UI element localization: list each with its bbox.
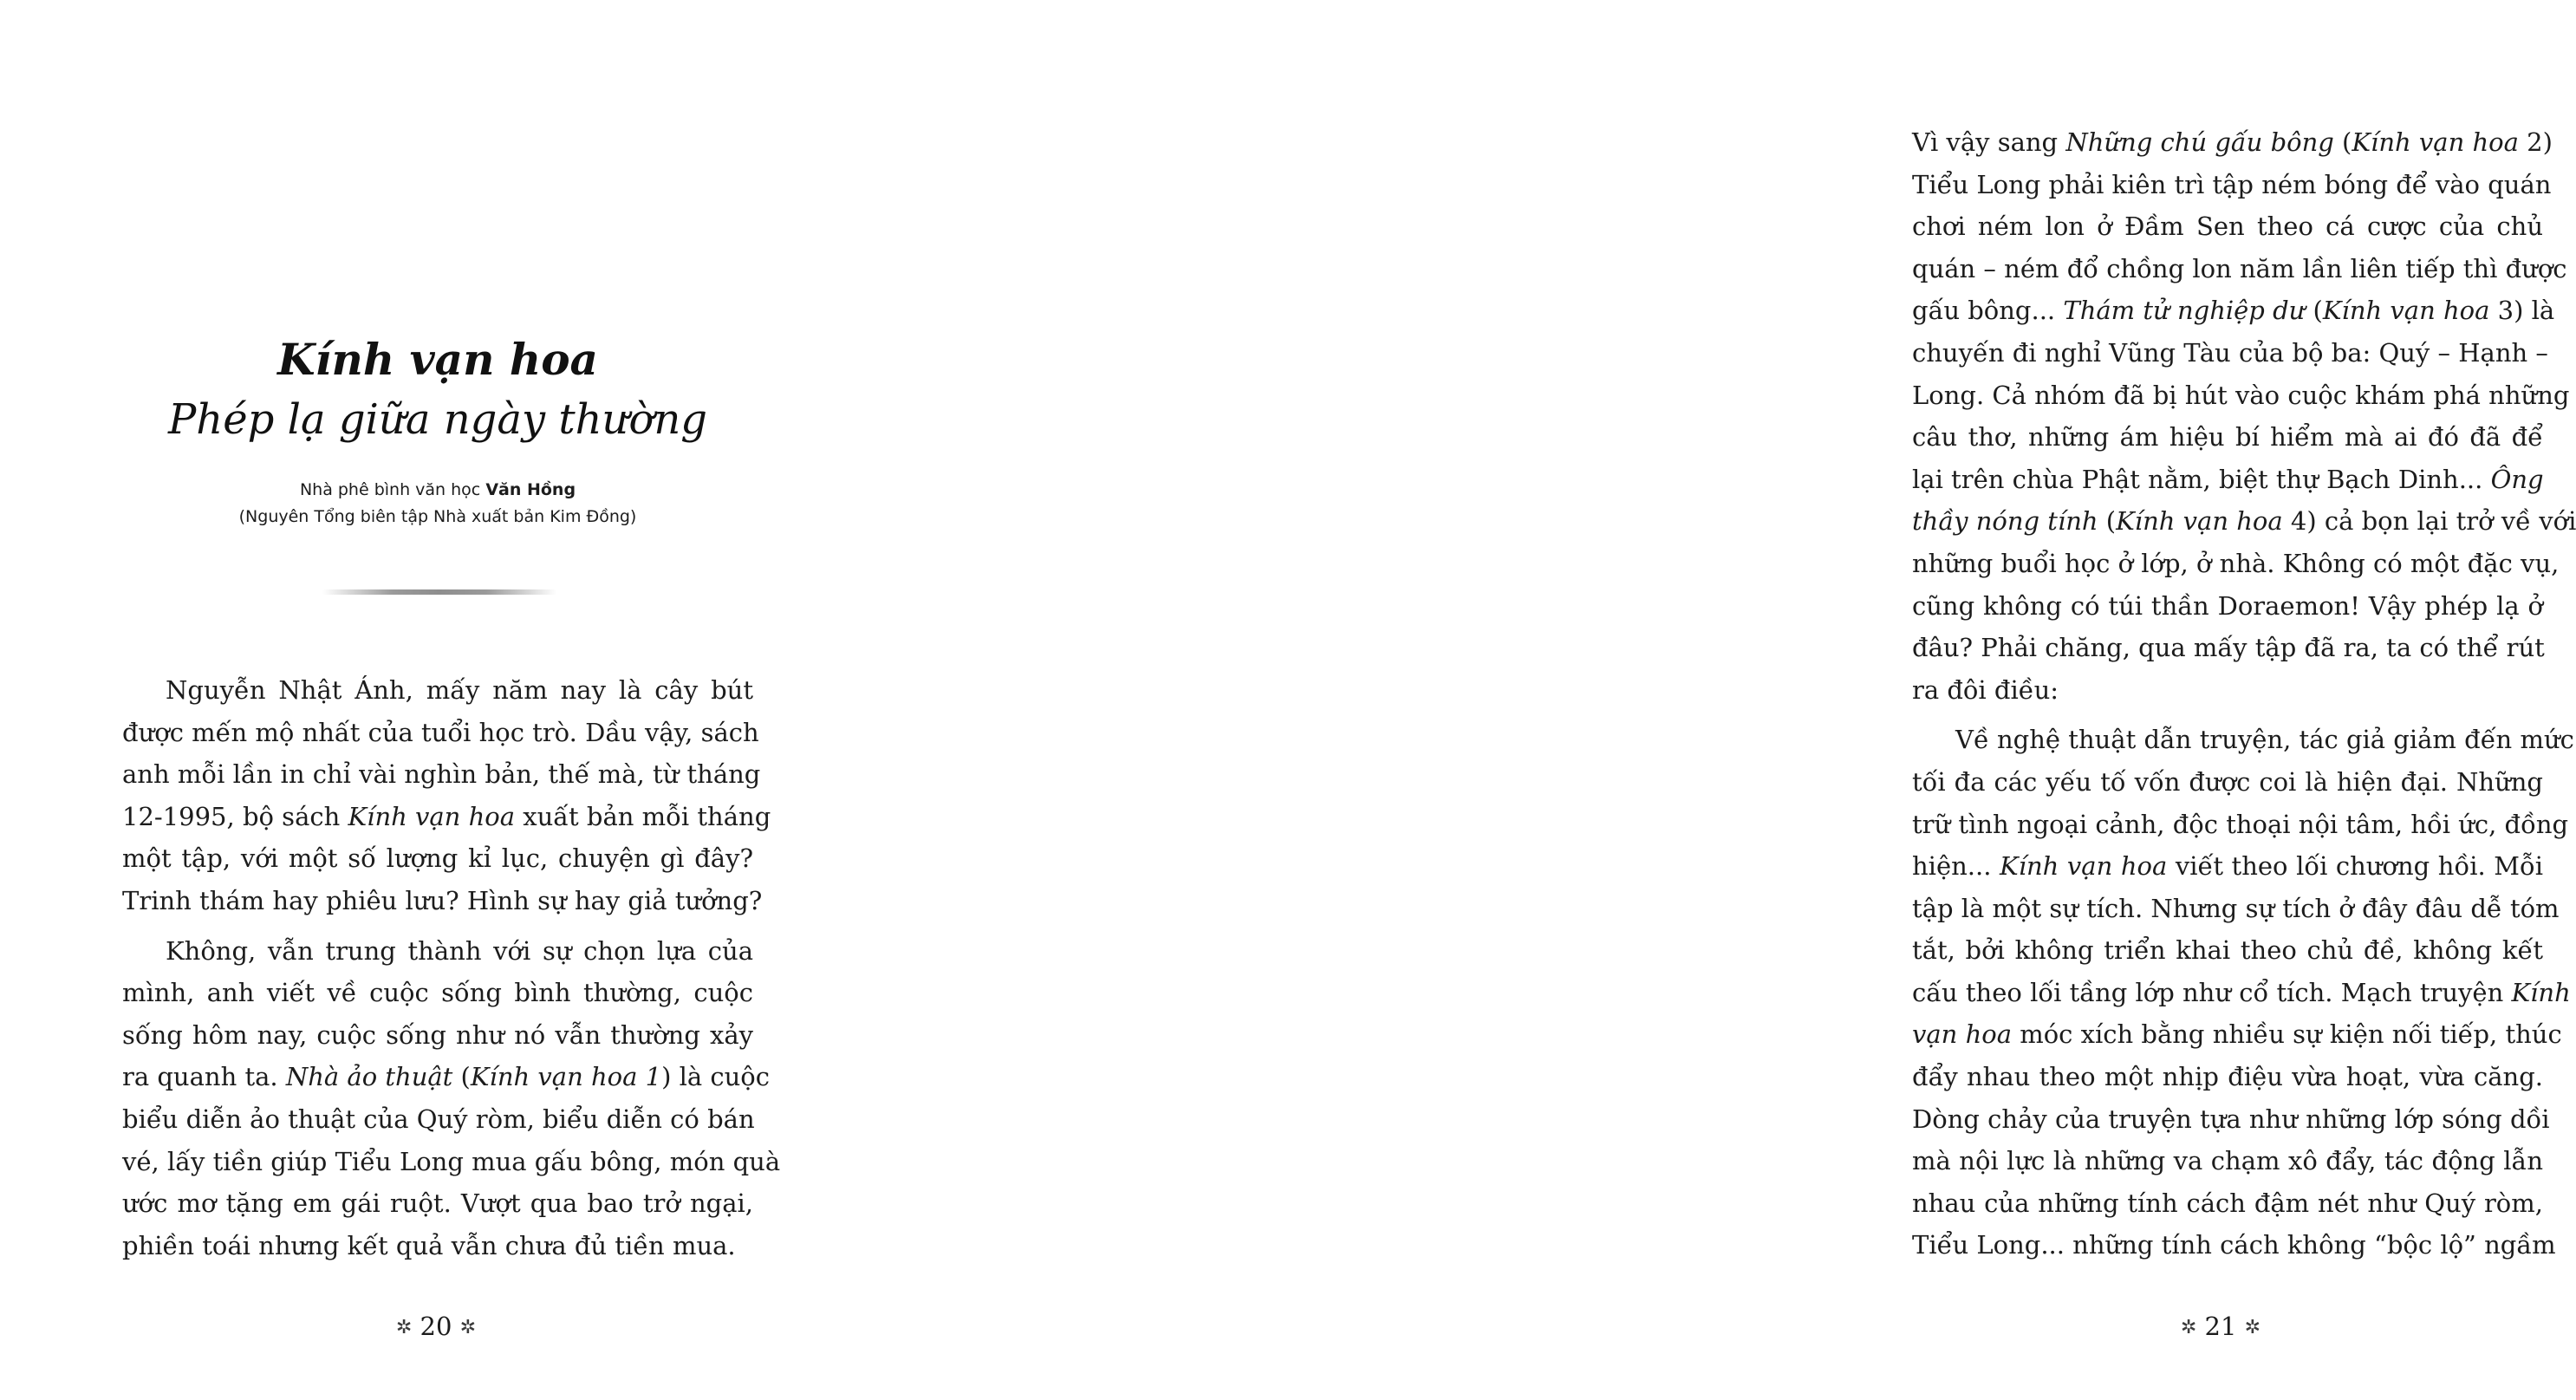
italic-title-span: Thám tử nghiệp dư — [2063, 296, 2306, 326]
text-span: tập là một sự tích. Nhưng sự tích ở đây đâu dễ tóm — [1912, 893, 2560, 923]
italic-title-span: Kính vạn hoa — [2322, 296, 2490, 326]
italic-title-span: Kính vạn hoa — [2352, 127, 2519, 157]
page-number-right — [2156, 1309, 2286, 1345]
text-line — [1912, 804, 2569, 846]
text-span: 4) cả bọn lại trở về với — [2282, 506, 2576, 537]
text-span: ra đôi điều: — [1912, 674, 2059, 705]
text-line — [1912, 888, 2560, 930]
text-line — [122, 930, 753, 973]
paragraph — [122, 669, 771, 922]
text-span: chơi ném lon ở Đầm Sen theo cá cược của chủ — [1912, 212, 2543, 242]
text-span: vé, lấy tiền giúp Tiểu Long mua gấu bông, món quà — [122, 1146, 781, 1176]
chapter-title: Kính vạn hoa — [277, 334, 598, 385]
text-line — [1912, 1056, 2543, 1098]
text-span: gấu bông... — [1912, 296, 2064, 326]
text-line — [1912, 416, 2543, 459]
text-line — [1912, 1140, 2543, 1182]
text-span: 3) là — [2489, 296, 2555, 326]
chapter-subtitle: Phép lạ giữa ngày thường — [168, 395, 707, 444]
text-span: tối đa các yếu tố vốn được coi là hiện đại. Những — [1912, 766, 2543, 797]
page-number: 20 — [420, 1312, 452, 1341]
left-body-text — [122, 669, 781, 1267]
left-page — [0, 0, 888, 1400]
author-note: (Nguyên Tổng biên tập Nhà xuất bản Kim Đồng) — [238, 507, 637, 526]
text-span: lại trên chùa Phật nằm, biệt thự Bạch Dinh... — [1912, 464, 2491, 494]
text-span: Nguyễn Nhật Ánh, mấy năm nay là cây bút — [166, 675, 753, 705]
text-line — [122, 1056, 771, 1098]
text-line — [122, 1098, 753, 1141]
italic-title-span: vạn hoa — [1912, 1019, 2012, 1050]
italic-title-span: Kính vạn hoa — [2116, 506, 2283, 537]
text-span: trữ tình ngoại cảnh, độc thoại nội tâm, hồi ức, đồng — [1912, 809, 2569, 839]
text-line — [1912, 1013, 2562, 1056]
star-ornament-icon: ✲ — [459, 1317, 477, 1338]
text-span: đẩy nhau theo một nhịp điệu vừa hoạt, vừa căng. — [1912, 1062, 2543, 1092]
text-span: nhau của những tính cách đậm nét như Quý ròm, — [1912, 1188, 2543, 1218]
italic-title-span: Kính vạn hoa — [348, 801, 516, 831]
text-span: Vì vậy sang — [1912, 127, 2066, 157]
text-span: móc xích bằng nhiều sự kiện nối tiếp, thúc — [2012, 1019, 2562, 1050]
text-span: ( — [2098, 506, 2117, 537]
text-span: Trinh thám hay phiêu lưu? Hình sự hay giả tưởng? — [122, 885, 763, 915]
right-body-text — [1912, 121, 2576, 1267]
text-span: cấu theo lối tầng lớp như cổ tích. Mạch truyện — [1912, 977, 2512, 1007]
text-line — [122, 972, 753, 1014]
italic-title-span: Nhà ảo thuật — [285, 1062, 453, 1092]
text-span: Long. Cả nhóm đã bị hút vào cuộc khám phá những — [1912, 380, 2570, 410]
text-span: những buổi học ở lớp, ở nhà. Không có một đặc vụ, — [1912, 548, 2560, 578]
text-span: ) là cuộc — [661, 1062, 771, 1092]
star-ornament-icon: ✲ — [2180, 1317, 2197, 1338]
text-line — [122, 837, 753, 880]
text-line — [1912, 669, 2543, 712]
text-span: biểu diễn ảo thuật của Quý ròm, biểu diễn có bán — [122, 1104, 755, 1134]
text-line — [122, 1141, 781, 1183]
text-span: ( — [452, 1062, 471, 1092]
page-number: 21 — [2204, 1312, 2237, 1341]
text-span: Dòng chảy của truyện tựa như những lớp sóng dồi — [1912, 1104, 2550, 1134]
text-line — [122, 712, 759, 754]
text-line — [1912, 205, 2543, 248]
text-line — [1912, 459, 2543, 501]
text-line — [1912, 1182, 2543, 1225]
text-line — [1912, 248, 2567, 290]
chapter-heading — [121, 329, 754, 531]
text-span: đâu? Phải chăng, qua mấy tập đã ra, ta có thể rút — [1912, 633, 2545, 663]
text-line — [1912, 500, 2576, 543]
text-span: mình, anh viết về cuộc sống bình thường, cuộc — [122, 978, 753, 1008]
italic-title-span: Những chú gấu bông — [2065, 127, 2334, 157]
star-ornament-icon: ✲ — [2244, 1317, 2261, 1338]
star-ornament-icon: ✲ — [395, 1317, 413, 1338]
text-line — [122, 1014, 753, 1057]
text-span: viết theo lối chương hồi. Mỗi — [2167, 851, 2543, 882]
text-span: ( — [2333, 127, 2352, 157]
text-line — [1912, 374, 2570, 417]
text-line — [1912, 164, 2552, 206]
text-line — [1912, 761, 2543, 804]
italic-title-span: Kính vạn hoa — [2000, 851, 2168, 882]
text-span: ước mơ tặng em gái ruột. Vượt qua bao trở ngại, — [122, 1188, 753, 1219]
text-span: Tiểu Long... những tính cách không “bộc lộ” ngầm — [1912, 1230, 2556, 1260]
text-span: phiền toái nhưng kết quả vẫn chưa đủ tiền mua. — [122, 1230, 736, 1260]
text-line — [122, 796, 771, 838]
text-span: tắt, bởi không triển khai theo chủ đề, không kết — [1912, 935, 2543, 966]
text-span: mà nội lực là những va chạm xô đẩy, tác động lẫn — [1912, 1146, 2543, 1176]
text-line — [1912, 972, 2571, 1014]
paragraph — [1912, 121, 2576, 711]
text-span: 2) — [2518, 127, 2553, 157]
text-span: ra quanh ta. — [122, 1062, 286, 1092]
italic-title-span: Kính vạn hoa 1 — [470, 1062, 662, 1092]
text-line — [1912, 627, 2543, 669]
text-line — [122, 1182, 753, 1225]
text-line — [122, 753, 761, 796]
paragraph — [1912, 719, 2574, 1267]
text-line — [122, 880, 763, 922]
italic-title-span: Ông — [2490, 464, 2544, 494]
text-span: câu thơ, những ám hiệu bí hiểm mà ai đó đã để — [1912, 422, 2543, 453]
text-span: anh mỗi lần in chỉ vài nghìn bản, thế mà, từ tháng — [122, 759, 761, 790]
author-prefix: Nhà phê bình văn học — [299, 480, 481, 499]
text-span: hiện... — [1912, 851, 2000, 882]
text-span: cũng không có túi thần Doraemon! Vậy phép lạ ở — [1912, 590, 2543, 621]
paragraph — [122, 930, 781, 1267]
text-line — [1912, 719, 2574, 761]
author-line — [121, 477, 754, 504]
text-span: Tiểu Long phải kiên trì tập ném bóng để vào quán — [1912, 169, 2552, 199]
text-span: quán – ném đổ chồng lon năm lần liên tiếp thì được — [1912, 253, 2567, 283]
text-span: Về nghệ thuật dẫn truyện, tác giả giảm đến mức — [1955, 725, 2574, 755]
text-span: xuất bản mỗi tháng — [515, 801, 771, 831]
heading-divider — [322, 589, 556, 595]
text-line — [1912, 290, 2555, 332]
text-span: một tập, với một số lượng kỉ lục, chuyện gì đây? — [122, 843, 753, 874]
text-line — [122, 1225, 753, 1267]
text-span: 12-1995, bộ sách — [122, 801, 348, 831]
text-span: Không, vẫn trung thành với sự chọn lựa của — [166, 935, 753, 966]
text-span: được mến mộ nhất của tuổi học trò. Dầu vậy, sách — [122, 717, 759, 747]
page-number-left — [371, 1309, 501, 1345]
text-line — [1912, 543, 2560, 585]
text-line — [122, 669, 753, 712]
text-line — [1912, 1098, 2550, 1141]
text-line — [1912, 1224, 2556, 1267]
text-line — [1912, 585, 2543, 628]
text-line — [1912, 845, 2543, 888]
text-span: sống hôm nay, cuộc sống như nó vẫn thường xảy — [122, 1019, 753, 1050]
italic-title-span: thầy nóng tính — [1912, 506, 2098, 537]
text-line — [1912, 121, 2553, 164]
text-span: ( — [2305, 296, 2323, 326]
italic-title-span: Kính — [2511, 977, 2571, 1007]
text-span: chuyến đi nghỉ Vũng Tàu của bộ ba: Quý – Hạnh – — [1912, 337, 2548, 368]
author-name: Văn Hồng — [485, 480, 576, 499]
right-page — [888, 0, 2576, 1400]
text-line — [1912, 332, 2548, 374]
text-line — [1912, 929, 2543, 972]
